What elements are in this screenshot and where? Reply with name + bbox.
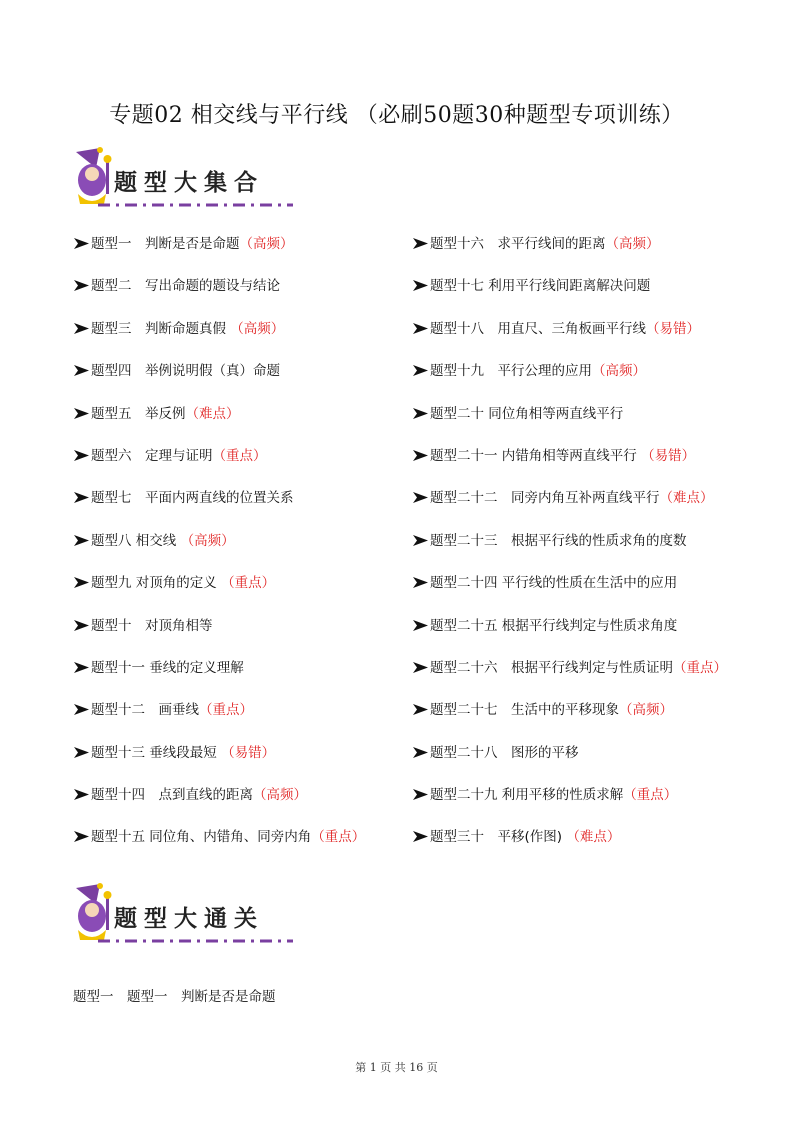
arrow-bullet-icon: [412, 237, 429, 250]
topic-label: 题型九 对顶角的定义: [91, 575, 222, 592]
topic-label: 题型一 判断是否是命题: [91, 236, 240, 252]
topic-label: 题型二十二 同旁内角互补两直线平行: [430, 490, 660, 507]
topic-list-item: [412, 274, 772, 316]
topic-label: 题型五 举反例: [91, 405, 186, 422]
section-heading: 题型一 题型一 判断是否是命题: [73, 989, 276, 1005]
topic-tag: （高频）: [592, 363, 646, 380]
topic-label: 题型十 对顶角相等: [91, 617, 213, 634]
document-title: 专题02 相交线与平行线 （必刷50题30种题型专项训练）: [109, 103, 684, 128]
wizard-mascot-icon: [70, 882, 118, 944]
topic-list-item: [412, 486, 772, 528]
arrow-bullet-icon: [73, 661, 90, 674]
topic-list-item: [73, 783, 393, 825]
arrow-bullet-icon: [73, 830, 90, 843]
arrow-bullet-icon: [412, 619, 429, 632]
arrow-bullet-icon: [412, 534, 429, 547]
topic-tag: （高频）: [239, 236, 294, 252]
wizard-mascot-icon: [70, 146, 118, 208]
topic-tag: （难点）: [659, 490, 714, 507]
topic-label: 题型二十六 根据平行线判定与性质证明: [430, 659, 673, 676]
topic-list-item: [412, 783, 772, 825]
topic-list-item: [412, 359, 772, 401]
topic-label: 题型二 写出命题的题设与结论: [91, 278, 280, 295]
topic-label: 题型二十一 内错角相等两直线平行: [430, 447, 642, 464]
arrow-bullet-icon: [412, 788, 429, 801]
topic-tag: （重点）: [623, 787, 678, 804]
topic-list-item: [412, 529, 772, 571]
topic-list-item: [73, 741, 393, 783]
section-banner-practice: [70, 882, 295, 952]
arrow-bullet-icon: [412, 322, 429, 335]
banner-underline: [98, 200, 293, 210]
arrow-bullet-icon: [73, 576, 90, 589]
banner-heading: 题型大通关: [114, 905, 264, 932]
topic-tag: （高频）: [180, 532, 235, 549]
topic-label: 题型十四 点到直线的距离: [91, 787, 253, 804]
topic-list-item: [412, 444, 772, 486]
topic-list-left: [73, 232, 393, 868]
topic-tag: （高频）: [253, 787, 307, 804]
topic-label: 题型三 判断命题真假: [91, 320, 231, 337]
arrow-bullet-icon: [73, 703, 90, 716]
topic-label: 题型二十 同位角相等两直线平行: [430, 405, 624, 422]
topic-list-item: [73, 274, 393, 316]
topic-label: 题型八 相交线: [91, 532, 181, 549]
arrow-bullet-icon: [73, 619, 90, 632]
topic-tag: （易错）: [646, 320, 700, 337]
topic-tag: （重点）: [199, 702, 253, 719]
topic-tag: （重点）: [311, 829, 366, 846]
topic-list-item: [73, 402, 393, 444]
topic-label: 题型十一 垂线的定义理解: [91, 659, 244, 676]
topic-label: 题型二十九 利用平移的性质求解: [430, 787, 624, 804]
topic-tag: （易错）: [221, 744, 276, 761]
arrow-bullet-icon: [73, 279, 90, 292]
topic-label: 题型十九 平行公理的应用: [430, 363, 592, 380]
topic-list-item: [73, 698, 393, 740]
topic-tag: （重点）: [212, 447, 267, 464]
page-footer: 第 1 页 共 16 页: [355, 1061, 438, 1074]
topic-label: 题型七 平面内两直线的位置关系: [91, 490, 294, 507]
arrow-bullet-icon: [73, 364, 90, 377]
arrow-bullet-icon: [412, 661, 429, 674]
topic-list-item: [73, 825, 393, 867]
topic-tag: （高频）: [605, 236, 660, 252]
topic-list-right: [412, 232, 772, 868]
topic-tag: （易错）: [641, 447, 696, 464]
topic-label: 题型十七 利用平行线间距离解决问题: [430, 278, 651, 295]
arrow-bullet-icon: [412, 491, 429, 504]
topic-label: 题型三十 平移(作图): [430, 829, 567, 846]
topic-tag: （重点）: [673, 659, 727, 676]
arrow-bullet-icon: [73, 788, 90, 801]
topic-list-item: [412, 571, 772, 613]
topic-tag: （高频）: [230, 320, 285, 337]
banner-heading: 题型大集合: [114, 169, 264, 196]
arrow-bullet-icon: [73, 746, 90, 759]
topic-list-item: [73, 232, 393, 274]
arrow-bullet-icon: [73, 449, 90, 462]
arrow-bullet-icon: [412, 703, 429, 716]
topic-label: 题型十五 同位角、内错角、同旁内角: [91, 829, 312, 846]
topic-label: 题型十三 垂线段最短: [91, 744, 222, 761]
topic-list-item: [412, 232, 772, 274]
topic-list-item: [73, 614, 393, 656]
arrow-bullet-icon: [73, 237, 90, 250]
topic-label: 题型十二 画垂线: [91, 702, 199, 719]
topic-label: 题型十八 用直尺、三角板画平行线: [430, 320, 646, 337]
topic-list-item: [73, 529, 393, 571]
arrow-bullet-icon: [412, 407, 429, 420]
topic-list-item: [412, 825, 772, 867]
arrow-bullet-icon: [73, 407, 90, 420]
topic-list-item: [73, 317, 393, 359]
topic-label: 题型二十八 图形的平移: [430, 744, 579, 761]
arrow-bullet-icon: [412, 830, 429, 843]
arrow-bullet-icon: [73, 491, 90, 504]
topic-tag: （难点）: [185, 405, 240, 422]
topic-list-item: [412, 402, 772, 444]
arrow-bullet-icon: [412, 364, 429, 377]
topic-label: 题型四 举例说明假（真）命题: [91, 363, 280, 380]
banner-underline: [98, 936, 293, 946]
topic-list-item: [412, 741, 772, 783]
topic-tag: （重点）: [221, 575, 276, 592]
arrow-bullet-icon: [412, 576, 429, 589]
topic-list-item: [412, 698, 772, 740]
topic-label: 题型十六 求平行线间的距离: [430, 236, 606, 252]
topic-label: 题型二十三 根据平行线的性质求角的度数: [430, 532, 687, 549]
topic-tag: （高频）: [619, 702, 673, 719]
topic-label: 题型二十四 平行线的性质在生活中的应用: [430, 575, 678, 592]
topic-label: 题型二十七 生活中的平移现象: [430, 702, 619, 719]
topic-list-item: [73, 359, 393, 401]
section-banner-collection: [70, 146, 295, 216]
arrow-bullet-icon: [412, 279, 429, 292]
topic-list-item: [412, 317, 772, 359]
topic-list-item: [73, 444, 393, 486]
topic-list-item: [73, 486, 393, 528]
topic-list-item: [412, 656, 772, 698]
arrow-bullet-icon: [73, 322, 90, 335]
arrow-bullet-icon: [412, 746, 429, 759]
topic-label: 题型六 定理与证明: [91, 447, 213, 464]
topic-list-item: [412, 614, 772, 656]
arrow-bullet-icon: [73, 534, 90, 547]
topic-label: 题型二十五 根据平行线判定与性质求角度: [430, 617, 678, 634]
topic-list-item: [73, 571, 393, 613]
arrow-bullet-icon: [412, 449, 429, 462]
topic-tag: （难点）: [566, 829, 621, 846]
topic-list-item: [73, 656, 393, 698]
